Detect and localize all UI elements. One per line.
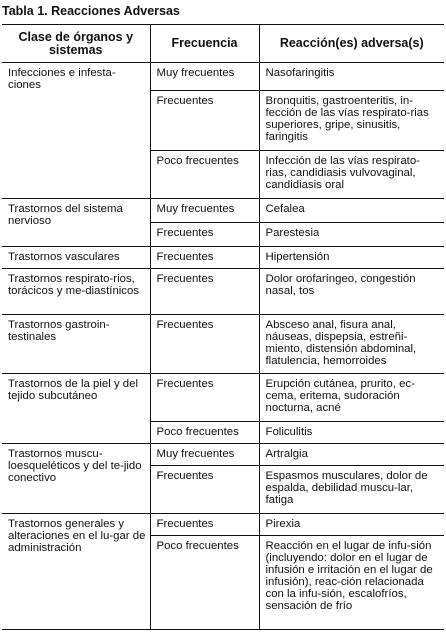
table-row	[2, 199, 444, 223]
header-frequency: Frecuencia	[150, 25, 259, 63]
reaction-cell: Espasmos musculares, dolor de espalda, debilidad muscu-lar, fatiga	[259, 466, 444, 514]
reaction-cell: Infección de las vías respirato-rias, candidiasis vulvovaginal, candidiasis oral	[259, 151, 444, 199]
reaction-cell: Pirexia	[259, 514, 444, 536]
table-row	[2, 374, 444, 422]
frequency-cell: Muy frecuentes	[150, 63, 259, 91]
system-class-cell: Trastornos generales y alteraciones en el lu-gar de administración	[2, 514, 150, 630]
table-row	[2, 247, 444, 269]
frequency-cell: Frecuentes	[150, 514, 259, 536]
header-system-class: Clase de órganos y sistemas	[2, 25, 150, 63]
frequency-cell: Frecuentes	[150, 315, 259, 374]
system-class-cell: Trastornos de la piel y del tejido subcutáneo	[2, 374, 150, 444]
frequency-cell: Frecuentes	[150, 466, 259, 514]
frequency-cell: Muy frecuentes	[150, 444, 259, 466]
reaction-cell: Hipertensión	[259, 247, 444, 269]
frequency-cell: Frecuentes	[150, 269, 259, 315]
system-class-cell: Trastornos muscu-loesqueléticos y del te-jido conectivo	[2, 444, 150, 514]
header-reaction: Reacción(es) adversa(s)	[259, 25, 444, 63]
reaction-cell: Absceso anal, fisura anal, náuseas, dispepsia, estreñi-miento, distensión abdominal, flatulencia, hemorroides	[259, 315, 444, 374]
reaction-cell: Nasofaringitis	[259, 63, 444, 91]
frequency-cell: Poco frecuentes	[150, 536, 259, 630]
reaction-cell: Foliculitis	[259, 422, 444, 444]
frequency-cell: Poco frecuentes	[150, 422, 259, 444]
system-class-cell: Trastornos respirato-rios, torácicos y me-diastínicos	[2, 269, 150, 315]
reaction-cell: Reacción en el lugar de infu-sión (incluyendo: dolor en el lugar de infusión e irritación en el lugar de infusión), reac-ción relacionada con la infu-sión, escalofríos, sensación de frío	[259, 536, 444, 630]
reaction-cell: Dolor orofaríngeo, congestión nasal, tos	[259, 269, 444, 315]
table-row	[2, 315, 444, 374]
frequency-cell: Frecuentes	[150, 91, 259, 151]
system-class-cell: Trastornos del sistema nervioso	[2, 199, 150, 247]
adverse-reactions-table	[2, 24, 444, 630]
system-class-cell: Trastornos vasculares	[2, 247, 150, 269]
frequency-cell: Poco frecuentes	[150, 151, 259, 199]
reaction-cell: Cefalea	[259, 199, 444, 223]
reaction-cell: Parestesia	[259, 223, 444, 247]
system-class-cell: Trastornos gastroin-testinales	[2, 315, 150, 374]
frequency-cell: Frecuentes	[150, 223, 259, 247]
reaction-cell: Bronquitis, gastroenteritis, in-fección de las vías respirato-rias superiores, gripe, sinusitis, faringitis	[259, 91, 444, 151]
system-class-cell: Infecciones e infesta-ciones	[2, 63, 150, 199]
frequency-cell: Muy frecuentes	[150, 199, 259, 223]
reaction-cell: Artralgia	[259, 444, 444, 466]
table-row	[2, 444, 444, 466]
table-row	[2, 514, 444, 536]
reaction-cell: Erupción cutánea, prurito, ec-cema, eritema, sudoración nocturna, acné	[259, 374, 444, 422]
frequency-cell: Frecuentes	[150, 374, 259, 422]
table-row	[2, 63, 444, 91]
frequency-cell: Frecuentes	[150, 247, 259, 269]
table-row	[2, 269, 444, 315]
table-caption: Tabla 1. Reacciones Adversas	[2, 4, 180, 18]
